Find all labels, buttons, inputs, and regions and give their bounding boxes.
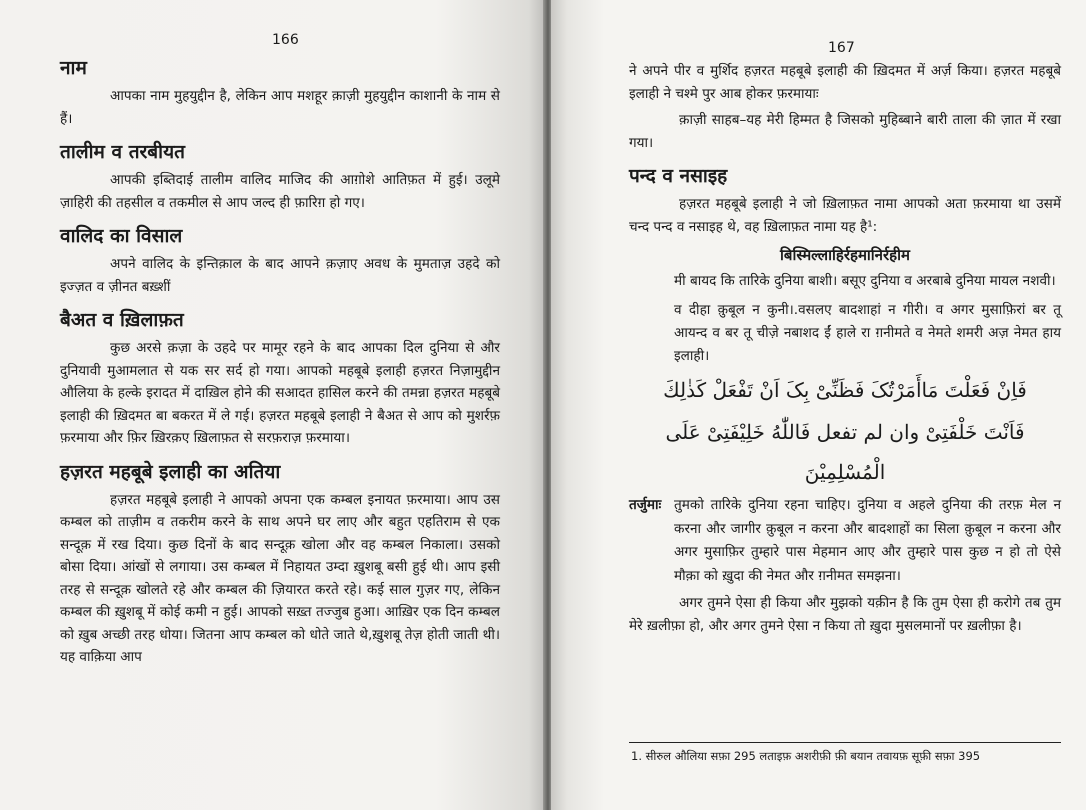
- footnote: 1. सीरुल औलिया सफ़ा 295 लताइफ़ अशरीफ़ी फ़ी बयान तवायफ़ सूफ़ी सफ़ा 395: [631, 749, 981, 763]
- paragraph-naam: आपका नाम मुहयुद्दीन है, लेकिन आप मशहूर क़ाज़ी मुहयुद्दीन काशानी के नाम से हैं।: [60, 88, 500, 127]
- persian-verse-2: व दीहा क़ुबूल न कुनी।.वसलए बादशाहां न गीरी। व अगर मुसाफ़िरां बर तू आयन्द व बर तू चीज़े नबाशद ईं हाले रा ग़नीमते व नेमते शमरी अज़ नेमत हाय इलाही।: [674, 302, 1061, 364]
- persian-verse-1: मी बायद कि तारिके दुनिया बाशी। बसूए दुनिया व अरबाबे दुनिया मायल नशवी।: [674, 273, 1056, 289]
- paragraph-walid-visal: अपने वालिद के इन्तिक़ाल के बाद आपने क़ज़ाए अवध के मुमताज़ उहदे को इज्ज़त व ज़ीनत बख़्शीं: [60, 256, 500, 295]
- heading-walid-visal: वालिद का विसाल: [60, 225, 183, 247]
- paragraph-taleem: आपकी इब्तिदाई तालीम वालिद माजिद की आग़ोशे आतिफ़त में हुई। उलूमे ज़ाहिरी की तहसील व तकमील से आप जल्द ही फ़ारिग़ हो गए।: [60, 172, 500, 211]
- heading-pand-nasaih: पन्द व नसाइह: [629, 165, 728, 187]
- paragraph-qazi-sahab: क़ाज़ी साहब–यह मेरी हिम्मत है जिसको मुहिब्बाने बारी ताला की ज़ात में रखा गया।: [629, 112, 1061, 151]
- heading-atiya: हज़रत महबूबे इलाही का अतिया: [60, 460, 281, 483]
- arabic-line-1: فَاِنْ فَعَلْتَ مَاأَمَرْتُکَ فَظَنِّیْ بِکَ اَنْ تَفْعَلْ كَذٰلِكَ: [663, 378, 1027, 402]
- tarjuma-text: तुमको तारिके दुनिया रहना चाहिए। दुनिया व अहले दुनिया की तरफ़ मेल न करना और जागीर क़ुबूल न करना और बादशाहों का सिला क़ुबूल न करना और अगर मुसाफ़िर तुम्हारे पास मेहमान आए और तुम्हारे पास कुछ न हो तो ऐसे मौक़ा को ख़ुदा की नेमत और ग़नीमत समझना।: [674, 497, 1061, 584]
- heading-naam: नाम: [60, 57, 87, 79]
- page-number-right: 167: [828, 40, 855, 56]
- heading-taleem: तालीम व तरबीयत: [60, 141, 185, 163]
- right-page: [551, 0, 1086, 810]
- right-page-content: [629, 60, 1061, 637]
- tarjuma-block: [629, 494, 1061, 588]
- paragraph-closing: अगर तुमने ऐसा ही किया और मुझको यक़ीन है कि तुम ऐसा ही करोगे तब तुम मेरे ख़लीफ़ा हो, और अगर तुमने ऐसा न किया तो ख़ुदा मुसलमानों पर ख़लीफ़ा है।: [629, 595, 1061, 634]
- paragraph-atiya: हज़रत महबूबे इलाही ने आपको अपना एक कम्बल इनायत फ़रमाया। आप उस कम्बल को ताज़ीम व तकरीम करने के साथ अपने घर लाए और बहुत एहतिराम से एक सन्दूक़ में रख दिया। कुछ दिनों के बाद सन्दूक़ खोला और वह कम्बल निकाला। उसको बोसा दिया। आंखों से लगाया। उस कम्बल में निहायत उम्दा ख़ुशबू बसी हुई थी। आप इसी तरह से सन्दूक़ खोलते रहे और कम्बल की ज़ियारत करते रहे। कई साल गुज़र गए, लेकिन कम्बल की ख़ुशबू में कोई कमी न हुई। आपको सख़्त तज्जुब हुआ। आख़िर एक दिन कम्बल को ख़ुब अच्छी तरह धोया। जितना आप कम्बल को धोते जाते थे,ख़ुशबू तेज़ होती जाती थी। यह वाक़िया आप: [60, 491, 500, 665]
- heading-baiat: बैअत व ख़िलाफ़त: [60, 309, 184, 331]
- paragraph-continuation: ने अपने पीर व मुर्शिद हज़रत महबूबे इलाही की ख़िदमत में अर्ज़ किया। हज़रत महबूबे इलाही ने चश्मे पुर आब होकर फ़रमायाः: [629, 63, 1061, 102]
- tarjuma-label: तर्जुमाः: [629, 497, 662, 513]
- paragraph-baiat: कुछ अरसे क़ज़ा के उहदे पर मामूर रहने के बाद आपका दिल दुनिया से और दुनियावी मुआमलात से यक सर सर्द हो गया। आपको महबूबे इलाही हज़रत निज़ामुद्दीन औलिया के हल्के इरादत में दाख़िल होने की सआदत हासिल करने की तमन्ना हज़रत महबूबे इलाही की ख़िदमत बा बकरत में ले गई। हज़रत महबूबे इलाही ने बैअत से आप को मुशर्रफ़ फ़रमाया और फ़िर ख़िरक़ए ख़िलाफ़त से सरफ़राज़ फ़रमाया।: [60, 340, 500, 446]
- bismillah-title: बिस्मिल्लाहिर्रहमानिर्रहीम: [780, 246, 910, 264]
- footnote-divider: [629, 742, 1061, 743]
- page-number-left: 166: [272, 32, 299, 48]
- left-page-content: [60, 55, 500, 669]
- arabic-line-2: فَاَنْتَ خَلْفَتِیْ وان لم تفعل فَاللّٰهُ خَلِیْفَتِیْ عَلَی الْمُسْلِمِیْنَ: [665, 420, 1025, 484]
- paragraph-khilafat-nama: हज़रत महबूबे इलाही ने जो ख़िलाफ़त नामा आपको अता फ़रमाया था उसमें चन्द पन्द व नसाइह थे, वह ख़िलाफ़त नामा यह है¹:: [629, 196, 1061, 235]
